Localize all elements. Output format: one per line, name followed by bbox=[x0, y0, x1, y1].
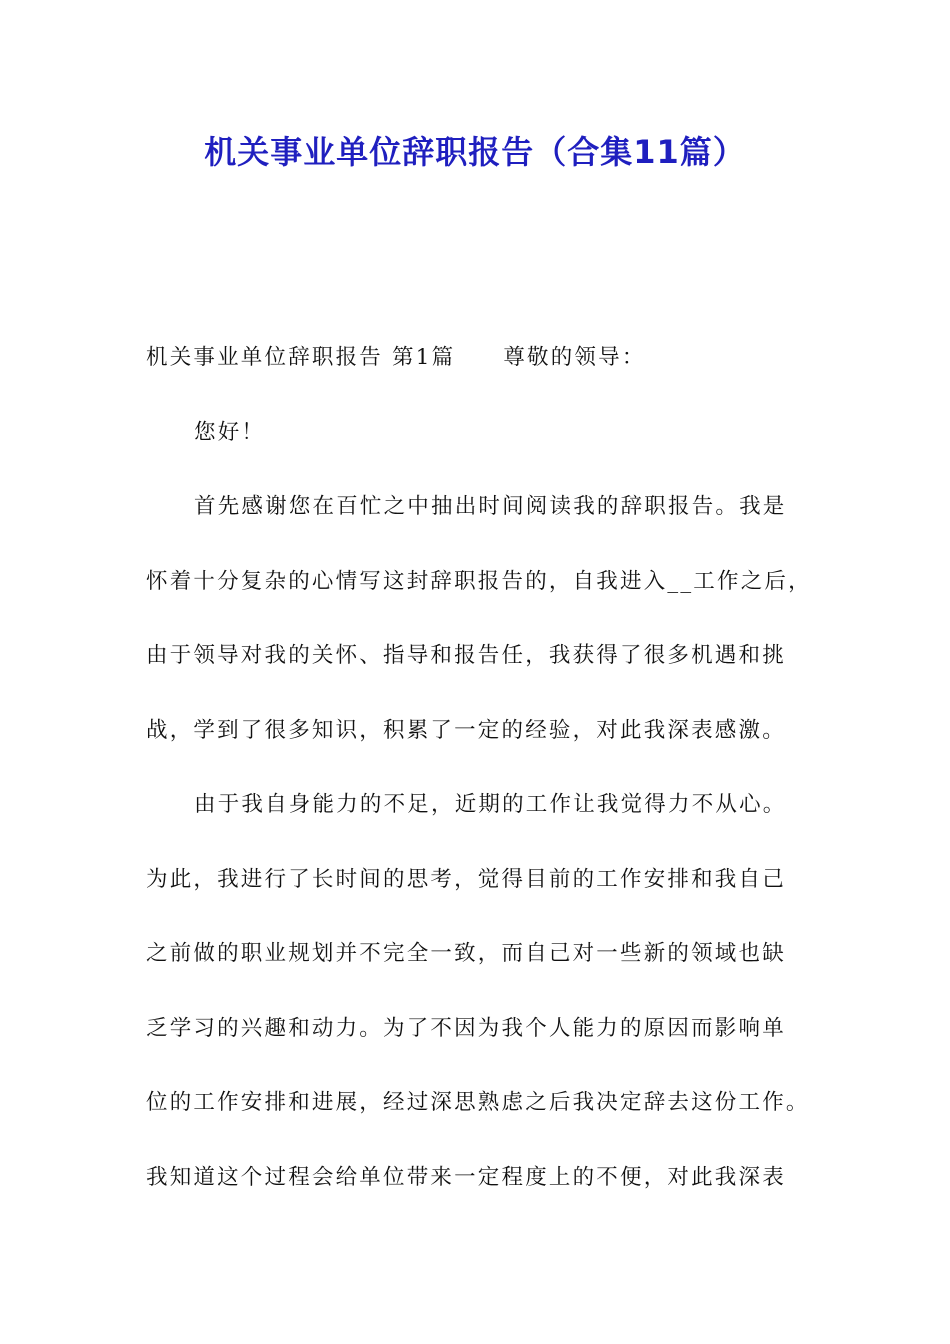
paragraph-line: 首先感谢您在百忙之中抽出时间阅读我的辞职报告。我是 bbox=[194, 494, 787, 519]
section-heading-line bbox=[146, 340, 811, 376]
paragraph-line: 位的工作安排和进展，经过深思熟虑之后我决定辞去这份工作。 bbox=[146, 1090, 810, 1115]
paragraph-line: 为此，我进行了长时间的思考，觉得目前的工作安排和我自己 bbox=[146, 866, 786, 892]
paragraph-line: 由于我自身能力的不足，近期的工作让我觉得力不从心。 bbox=[194, 792, 787, 817]
paragraph-line: 我知道这个过程会给单位带来一定程度上的不便，对此我深表 bbox=[146, 1164, 786, 1190]
salutation: 尊敬的领导： bbox=[503, 345, 646, 370]
paragraph-line: 之前做的职业规划并不完全一致，而自己对一些新的领域也缺 bbox=[146, 941, 786, 966]
paragraph-line: 由于领导对我的关怀、指导和报告任，我获得了很多机遇和挑 bbox=[146, 643, 786, 668]
document-title: 机关事业单位辞职报告（合集11篇） bbox=[204, 133, 746, 171]
section-heading: 机关事业单位辞职报告 第1篇 bbox=[146, 345, 456, 370]
paragraph-line: 怀着十分复杂的心情写这封辞职报告的，自我进入__工作之后， bbox=[146, 568, 812, 594]
document-body bbox=[146, 340, 811, 1234]
paragraph-line: 战，学到了很多知识，积累了一定的经验，对此我深表感激。 bbox=[146, 717, 786, 743]
paragraph-line: 乏学习的兴趣和动力。为了不因为我个人能力的原因而影响单 bbox=[146, 1015, 786, 1041]
paragraph-line: 您好！ bbox=[194, 419, 266, 445]
